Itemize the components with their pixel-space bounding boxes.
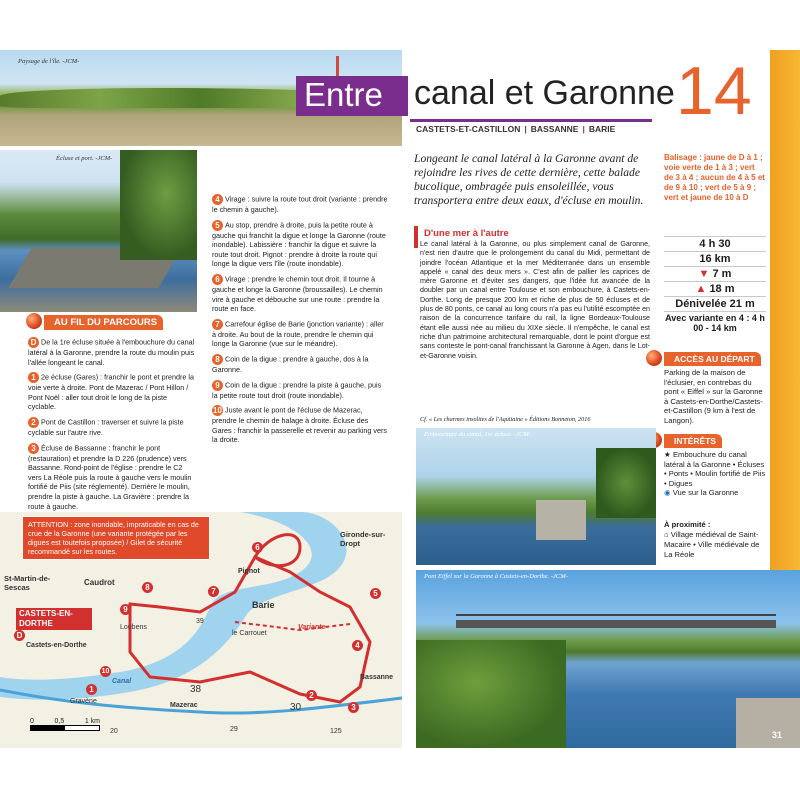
map-point-5: 5 — [370, 588, 381, 599]
map-label-variante: Variante — [298, 624, 326, 631]
stat-distance: 16 km — [664, 251, 766, 266]
scale-1km: 1 km — [84, 718, 100, 725]
map-point-9: 9 — [120, 604, 131, 615]
article-divider — [414, 226, 418, 248]
header-photo-caption: Paysage de l'île. -JCM- — [18, 58, 80, 65]
step-marker: 1 — [28, 372, 39, 383]
contour-label: 20 — [110, 728, 118, 735]
attention-box: ATTENTION : zone inondable, impraticable en cas de crue de la Garonne (une variante protégée par les digues est toutefois proposée) / Gilet de sécurité recommandé sur les routes. — [22, 516, 210, 560]
title-word1: Entre — [304, 76, 383, 113]
embouchure-caption: Embouchure du canal, 1re écluse. -JCM- — [424, 431, 531, 438]
ecluse-caption: Écluse et port. -JCM- — [56, 155, 113, 162]
scale-half: 0,5 — [54, 718, 65, 725]
vue-text: Vue sur la Garonne — [672, 488, 739, 498]
stat-montee: ▲ 18 m — [664, 281, 766, 296]
acces-label: ACCÈS AU DÉPART — [664, 352, 761, 366]
step-marker: D — [28, 337, 39, 348]
map-scale — [30, 718, 100, 731]
step-marker: 7 — [212, 319, 223, 330]
step-marker: 5 — [212, 220, 223, 231]
step-10: 10 Juste avant le pont de l'écluse de Mazerac, prendre le chemin de halage à droite. Écluse des Gares : franchir la passerelle et revenir au parking vers la droite. — [212, 405, 387, 445]
map-point-8: 8 — [142, 582, 153, 593]
map-label-gravene: Gravène — [70, 698, 97, 705]
intro-text: Longeant le canal latéral à la Garonne avant de rejoindre les rives de cette dernière, cette balade bucolique, ombragée puis ensoleillée, vous transportera entre deux eaux, d'écluse en moulin. — [414, 152, 644, 207]
map-label-loubens: Loubens — [120, 624, 147, 631]
acces-dot — [646, 350, 662, 366]
contour-label: 38 — [190, 684, 202, 695]
parcours-label: AU FIL DU PARCOURS — [44, 315, 163, 330]
route-number: 14 — [676, 53, 752, 129]
map-label-carrouet: le Carrouet — [232, 630, 267, 637]
proximite-label: À proximité : — [664, 520, 711, 529]
step-marker: 2 — [28, 417, 39, 428]
map-point-d: D — [14, 630, 25, 641]
pont-photo — [416, 570, 800, 748]
stat-variante: Avec variante en 4 : 4 h 00 - 14 km — [665, 313, 765, 333]
parcours-col2 — [212, 150, 388, 450]
route-map — [0, 512, 402, 748]
stat-denivelee: Dénivelée 21 m — [664, 296, 766, 311]
pont-caption: Pont Eiffel sur la Garonne à Castets-en-Dorthe. -JCM- — [424, 573, 568, 580]
step-7: 7 Carrefour église de Barie (jonction variante) : aller à droite. Au bout de la route, prendre le chemin qui longe la Garonne (vue sur le méandre). — [212, 319, 384, 349]
map-label-barie: Barie — [252, 600, 275, 610]
step-5: 5 Au stop, prendre à droite, puis la petite route à gauche qui franchit la digue et longe la Garonne (route inondable). Labissière : franchir la digue et suivre la route tout droit. Pignot : prendre à droite la route qui longe la digue vers l'île (route inondable). — [212, 220, 386, 269]
village-icon: ⌂ — [664, 530, 669, 539]
stats-box — [664, 236, 766, 334]
contour-label: 30 — [290, 702, 302, 713]
map-label-pignot: Pignot — [238, 568, 260, 575]
map-label-caudrot: Caudrot — [84, 578, 115, 587]
map-label-mazerac: Mazerac — [170, 702, 198, 709]
place-barie: BARIE — [588, 124, 616, 134]
contour-label: 125 — [330, 728, 342, 735]
step-marker: 3 — [28, 443, 39, 454]
map-point-6: 6 — [252, 542, 263, 553]
parcours-dot — [26, 313, 42, 329]
places-row: CASTETS-ET-CASTILLON | BASSANNE | BARIE — [416, 124, 616, 134]
map-point-2: 2 — [306, 690, 317, 701]
proximite-block: À proximité : ⌂ Village médiéval de Saint-Macaire • Ville médiévale de La Réole — [664, 520, 766, 560]
up-arrow-icon: ▲ — [695, 283, 707, 295]
place-castets: CASTETS-ET-CASTILLON — [416, 124, 521, 134]
map-point-7: 7 — [208, 586, 219, 597]
step-6: 6 Virage : prendre le chemin tout droit. Il tourne à gauche et longe la Garonne (broussailles). Le chemin vire à gauche et débouche sur une route : prendre la route en face. — [212, 274, 383, 314]
contour-label: 39 — [196, 618, 204, 625]
map-label-castets: Castets-en-Dorthe — [26, 642, 87, 649]
step-2: 2 Pont de Castillon : traverser et suivre la piste cyclable sur l'autre rive. — [28, 417, 184, 437]
title-word2: canal et Garonne — [414, 74, 675, 112]
article-citation: Cf. « Les charmes insolites de l'Aquitaine » Éditions Bonneton, 2016 — [420, 416, 591, 423]
star-icon: ★ — [664, 450, 671, 459]
map-label-stmartin: St-Martin-de-Sescas — [4, 574, 51, 592]
article-heading: D'une mer à l'autre — [424, 228, 509, 239]
interets-text: ★ Embouchure du canal latéral à la Garonne • Écluses • Ponts • Moulin fortifié de Piis • Digues ◉ Vue sur la Garonne — [664, 450, 766, 498]
step-marker: 9 — [212, 380, 223, 391]
step-3: 3 Écluse de Bassanne : franchir le pont (restauration) et prendre la D 226 (prudence) vers Bassanne. Rond-point de l'église : prendre le C2 vers La Réole puis la route à gauche vers le moulin fortifié de Piis (site réglementé). Derrière le moulin, prendre la piste à gauche. La Gravière : prendre la route à gauche. — [28, 442, 192, 511]
step-marker: 6 — [212, 274, 223, 285]
map-point-4: 4 — [352, 640, 363, 651]
interets-label: INTÉRÊTS — [664, 434, 722, 448]
scale-0: 0 — [30, 718, 34, 725]
place-bassanne: BASSANNE — [530, 124, 579, 134]
map-label-castets-bold: CASTETS-EN-DORTHE — [16, 608, 92, 630]
embouchure-photo — [416, 428, 656, 565]
step-d: D De la 1re écluse située à l'embouchure du canal latéral à la Garonne, prendre la route du moulin puis l'allée longeant le canal. — [28, 337, 195, 367]
acces-text: Parking de la maison de l'éclusier, en contrebas du pont « Eiffel » sur la Garonne à Castets-en-Dorthe/Castets-et-Castillon (9 km à l'est de Langon). — [664, 368, 763, 425]
step-8: 8 Coin de la digue : prendre à gauche, dos à la Garonne. — [212, 354, 369, 374]
step-9: 9 Coin de la digue : prendre la piste à gauche, puis la petite route tout droit (route inondable). — [212, 379, 382, 400]
stat-duree: 4 h 30 — [664, 236, 766, 251]
ecluse-photo — [0, 150, 197, 312]
step-marker: 8 — [212, 354, 223, 365]
view-icon: ◉ — [664, 488, 671, 498]
map-label-bassanne: Bassanne — [360, 674, 394, 681]
map-point-10: 10 — [101, 668, 110, 675]
article-body: Le canal latéral à la Garonne, ou plus simplement canal de Garonne, n'est rien d'autre que le prolongement du canal du Midi, permettant de joindre l'océan Atlantique et la mer Méditerranée dans un ensemble appelé « canal des deux mers ». C'est afin de pallier les caprices de mère Garonne et d'éviter ses dangers, que l'idée fut avancée de la doubler par un canal entre Toulouse et son embouchure, à Castets-en-Dorthe. Long de presque 200 km et riche de plus de 50 écluses et de plus de 80 ponts, ce canal au long cours n'a pas eu l'utilité escomptée en raison de la concurrence tarifaire du rail, la ligne Bordeaux-Toulouse étant elle aussi née au milieu du XIXe siècle. Il n'empêche, le canal est riche d'un patrimoine architectural remarquable, dont le point d'orgue est sans conteste le pont-canal franchissant la Garonne à Agen, dans le Lot-et-Garonne voisin. — [420, 240, 650, 360]
variante-path — [235, 622, 350, 630]
parcours-col1 — [28, 337, 196, 511]
down-arrow-icon: ▼ — [698, 268, 710, 280]
stat-descente: ▼ 7 m — [664, 266, 766, 281]
balisage-text: Balisage : jaune de D à 1 ; voie verte de 1 à 3 ; vert de 3 à 4 ; aucun de 4 à 5 et de 9 à 10 ; vert de 5 à 9 ; vert et jaune de 10 à D — [664, 153, 765, 202]
map-label-canal: Canal — [112, 678, 132, 685]
page-number: 31 — [772, 730, 783, 740]
title-underline — [410, 119, 652, 122]
step-marker: 10 — [213, 406, 222, 416]
map-point-1: 1 — [86, 684, 97, 695]
map-point-3: 3 — [348, 702, 359, 713]
contour-label: 29 — [230, 726, 238, 733]
step-1: 1 2e écluse (Gares) : franchir le pont et prendre la voie verte à droite. Pont de Mazerac / Pont Hillon / Pont Noël : aller tout droit le long de la piste cyclable. — [28, 372, 195, 412]
step-4: 4 Virage : suivre la route tout droit (variante : prendre le chemin à gauche). — [212, 194, 388, 214]
step-marker: 4 — [212, 194, 223, 205]
map-label-gironde: Gironde-sur-Dropt — [340, 530, 386, 548]
